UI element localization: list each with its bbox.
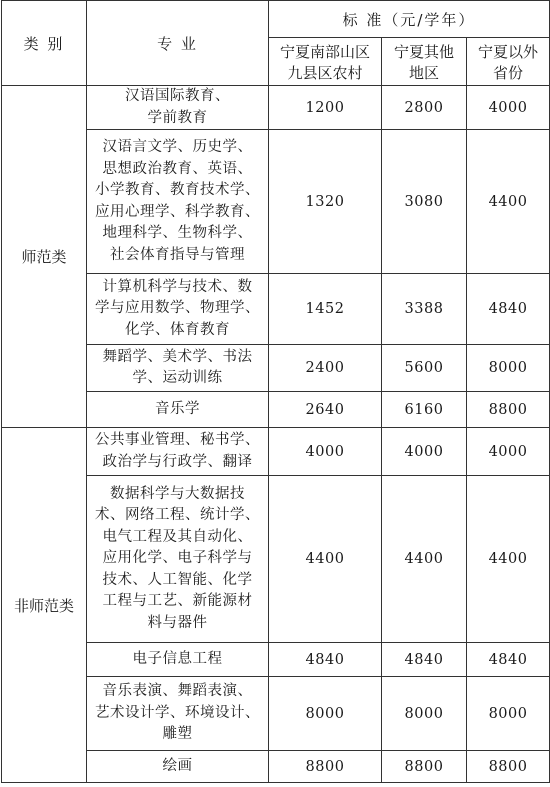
fee-south: 1320 xyxy=(269,130,382,274)
major-cell: 汉语言文学、历史学、 思想政治教育、英语、 小学教育、教育技术学、 应用心理学、科学教育、 地理科学、生物科学、 社会体育指导与管理 xyxy=(87,130,269,274)
fee-outside: 4400 xyxy=(467,476,550,643)
major-cell: 音乐表演、舞蹈表演、 艺术设计学、环境设计、 雕塑 xyxy=(87,677,269,751)
fee-outside: 8800 xyxy=(467,392,550,428)
major-cell: 音乐学 xyxy=(87,392,269,428)
table-row xyxy=(2,428,550,476)
fee-south: 1452 xyxy=(269,274,382,345)
major-cell: 电子信息工程 xyxy=(87,643,269,677)
fee-other: 2800 xyxy=(382,86,467,130)
fee-other: 3080 xyxy=(382,130,467,274)
major-cell: 舞蹈学、美术学、书法 学、运动训练 xyxy=(87,345,269,392)
category-header: 类 别 xyxy=(2,1,87,86)
fee-other: 4000 xyxy=(382,428,467,476)
category-cell: 非师范类 xyxy=(2,428,87,783)
header-row-top xyxy=(2,1,550,38)
fee-outside: 4400 xyxy=(467,130,550,274)
fee-outside: 4840 xyxy=(467,643,550,677)
fee-other: 8800 xyxy=(382,751,467,783)
standard-header: 标 准（元/学年） xyxy=(269,1,550,38)
fee-other: 6160 xyxy=(382,392,467,428)
fee-south: 2400 xyxy=(269,345,382,392)
fee-south: 4000 xyxy=(269,428,382,476)
major-cell: 绘画 xyxy=(87,751,269,783)
fee-other: 4840 xyxy=(382,643,467,677)
fee-south: 1200 xyxy=(269,86,382,130)
fee-other: 3388 xyxy=(382,274,467,345)
category-cell: 师范类 xyxy=(2,86,87,428)
fee-other: 5600 xyxy=(382,345,467,392)
major-cell: 公共事业管理、秘书学、 政治学与行政学、翻译 xyxy=(87,428,269,476)
major-cell: 计算机科学与技术、数 学与应用数学、物理学、 化学、体育教育 xyxy=(87,274,269,345)
major-cell: 汉语国际教育、 学前教育 xyxy=(87,86,269,130)
fee-outside: 4840 xyxy=(467,274,550,345)
fee-outside: 8000 xyxy=(467,677,550,751)
fee-south: 2640 xyxy=(269,392,382,428)
fee-outside: 4000 xyxy=(467,428,550,476)
region-header-south: 宁夏南部山区 九县区农村 xyxy=(269,38,382,86)
region-header-other: 宁夏其他 地区 xyxy=(382,38,467,86)
fee-south: 4840 xyxy=(269,643,382,677)
fee-south: 8800 xyxy=(269,751,382,783)
fee-south: 8000 xyxy=(269,677,382,751)
region-header-outside: 宁夏以外 省份 xyxy=(467,38,550,86)
major-cell: 数据科学与大数据技 术、网络工程、统计学、 电气工程及其自动化、 应用化学、电子科学与 技术、人工智能、化学 工程与工艺、新能源材 料与器件 xyxy=(87,476,269,643)
fee-outside: 4000 xyxy=(467,86,550,130)
tuition-fee-table xyxy=(1,0,550,783)
major-header: 专 业 xyxy=(87,1,269,86)
fee-other: 8000 xyxy=(382,677,467,751)
fee-outside: 8800 xyxy=(467,751,550,783)
fee-other: 4400 xyxy=(382,476,467,643)
fee-outside: 8000 xyxy=(467,345,550,392)
fee-south: 4400 xyxy=(269,476,382,643)
table-row xyxy=(2,86,550,130)
